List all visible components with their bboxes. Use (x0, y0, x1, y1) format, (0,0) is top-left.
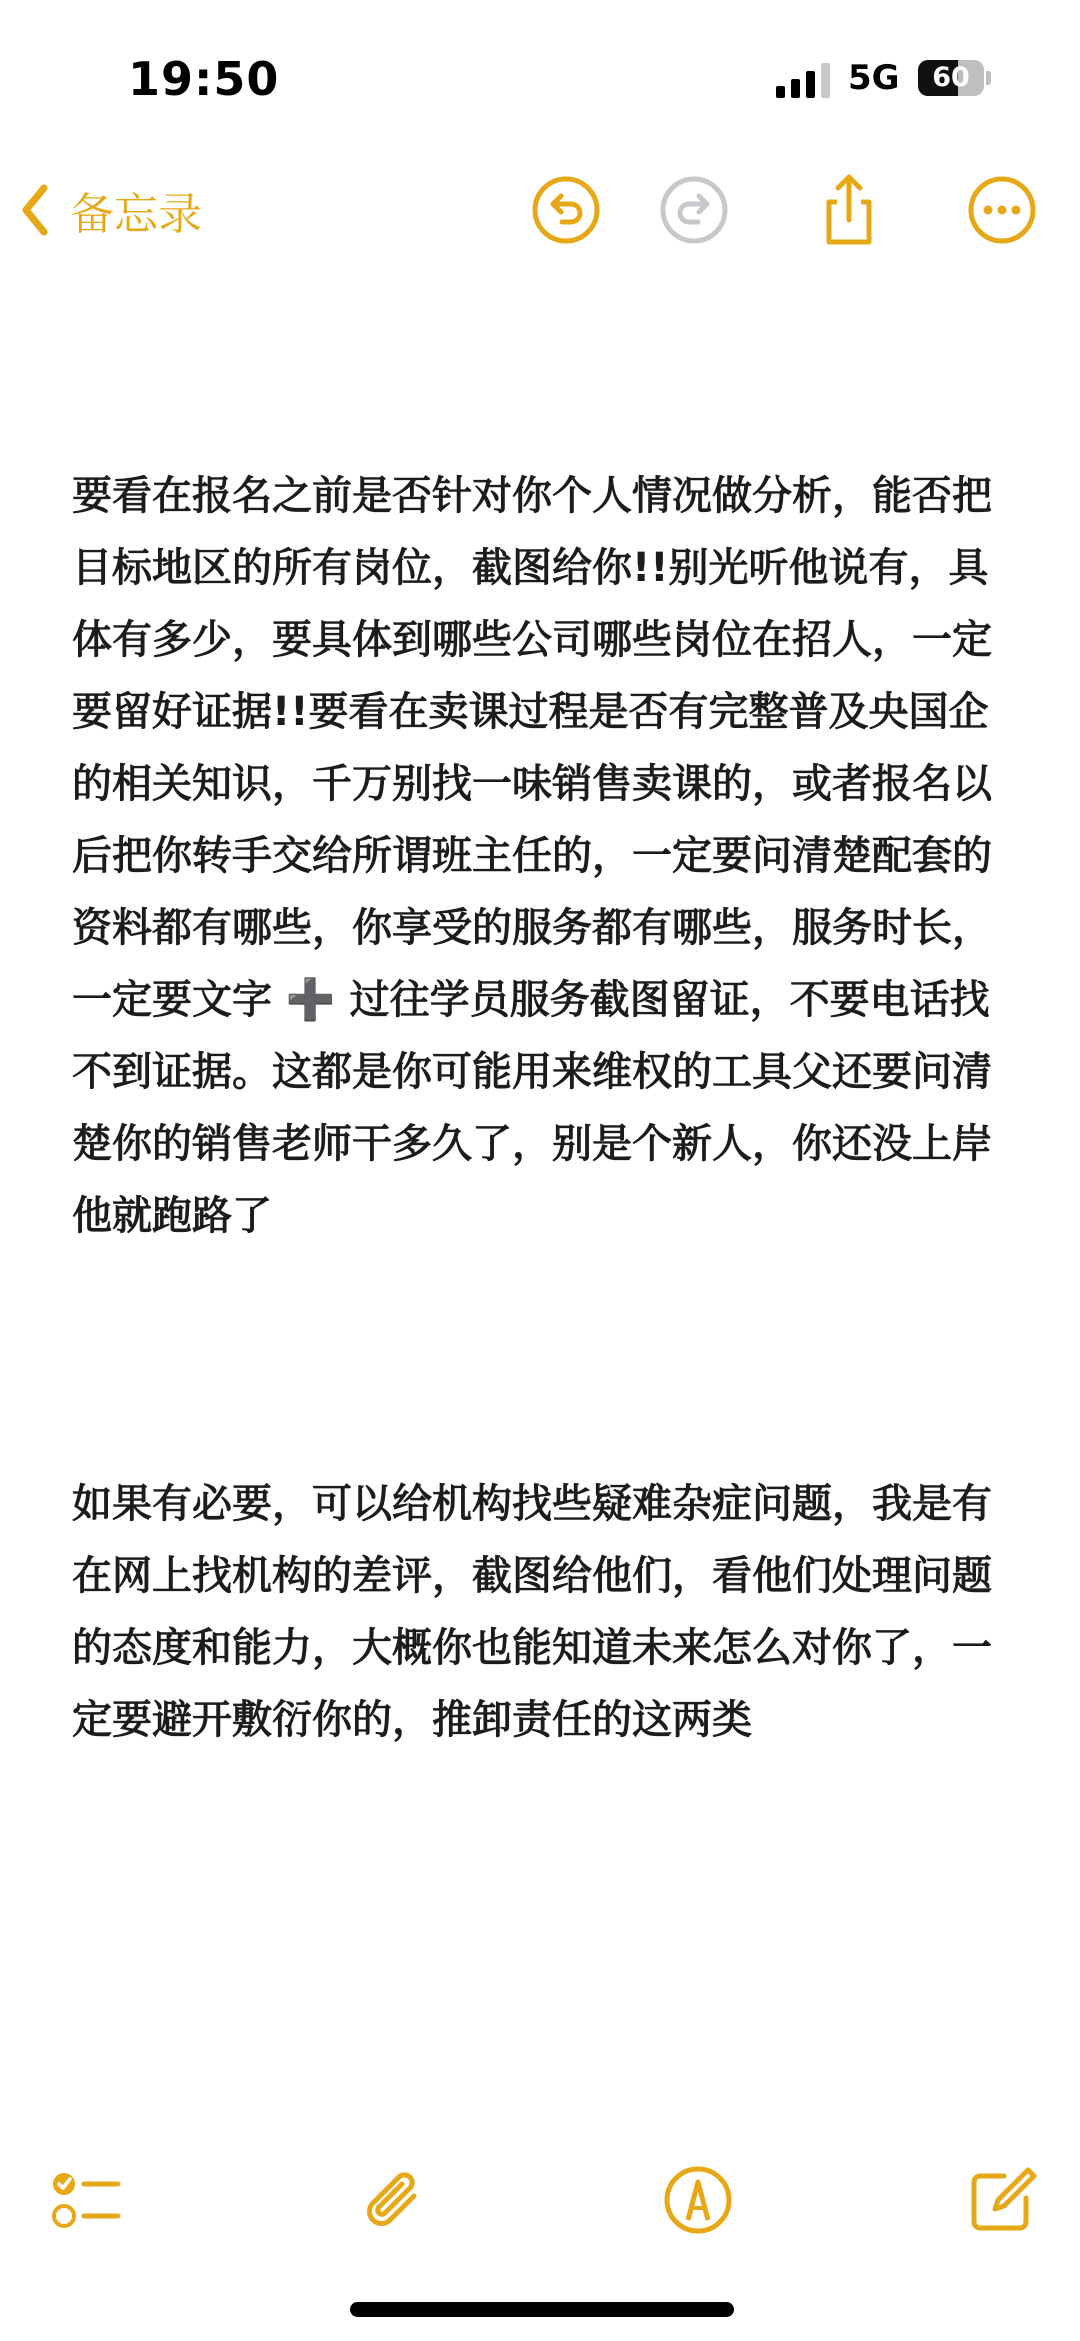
checklist-button[interactable] (48, 2162, 124, 2238)
redo-button[interactable] (656, 172, 732, 248)
note-paragraph-1[interactable]: 要看在报名之前是否针对你个人情况做分析，能否把目标地区的所有岗位，截图给你!!别光听他说有，具体有多少，要具体到哪些公司哪些岗位在招人，一定要留好证据!!要看在卖课过程是否有完整普及央国企的相关知识，千万别找一味销售卖课的，或者报名以后把你转手交给所谓班主任的，一定要问清楚配套的资料都有哪些，你享受的服务都有哪些，服务时长，一定要文字 ➕ 过往学员服务截图留证，不要电话找不到证据。这都是你可能用来维权的工具父还要问清楚你的销售老师干多久了，别是个新人，你还没上岸他就跑路了 (72, 473, 992, 1239)
more-button[interactable] (964, 172, 1040, 248)
nav-bar (0, 150, 1080, 270)
note-paragraph-2[interactable]: 如果有必要，可以给机构找些疑难杂症问题，我是有在网上找机构的差评，截图给他们，看他们处理问题的态度和能力，大概你也能知道未来怎么对你了，一定要避开敷衍你的，推卸责任的这两类 (72, 1481, 992, 1743)
markup-icon (660, 2162, 736, 2238)
status-time: 19:50 (128, 52, 280, 106)
share-button[interactable] (811, 172, 887, 248)
status-bar (0, 0, 1080, 140)
battery-tip (986, 71, 991, 85)
share-icon (811, 172, 887, 248)
back-label: 备忘录 (70, 189, 202, 240)
chevron-left-icon (20, 184, 50, 236)
checklist-icon (48, 2162, 124, 2238)
paperclip-icon (356, 2162, 432, 2238)
network-type: 5G (848, 58, 900, 98)
battery-level: 60 (932, 62, 970, 93)
redo-icon (656, 172, 732, 248)
cellular-signal-icon (776, 62, 834, 98)
home-indicator[interactable] (350, 2302, 734, 2317)
undo-icon (528, 172, 604, 248)
compose-icon (964, 2162, 1040, 2238)
markup-button[interactable] (660, 2162, 736, 2238)
battery-icon (918, 60, 984, 96)
more-icon (964, 172, 1040, 248)
undo-button[interactable] (528, 172, 604, 248)
attachment-button[interactable] (356, 2162, 432, 2238)
bottom-toolbar (0, 2150, 1080, 2250)
back-button[interactable] (20, 178, 202, 242)
compose-button[interactable] (964, 2162, 1040, 2238)
